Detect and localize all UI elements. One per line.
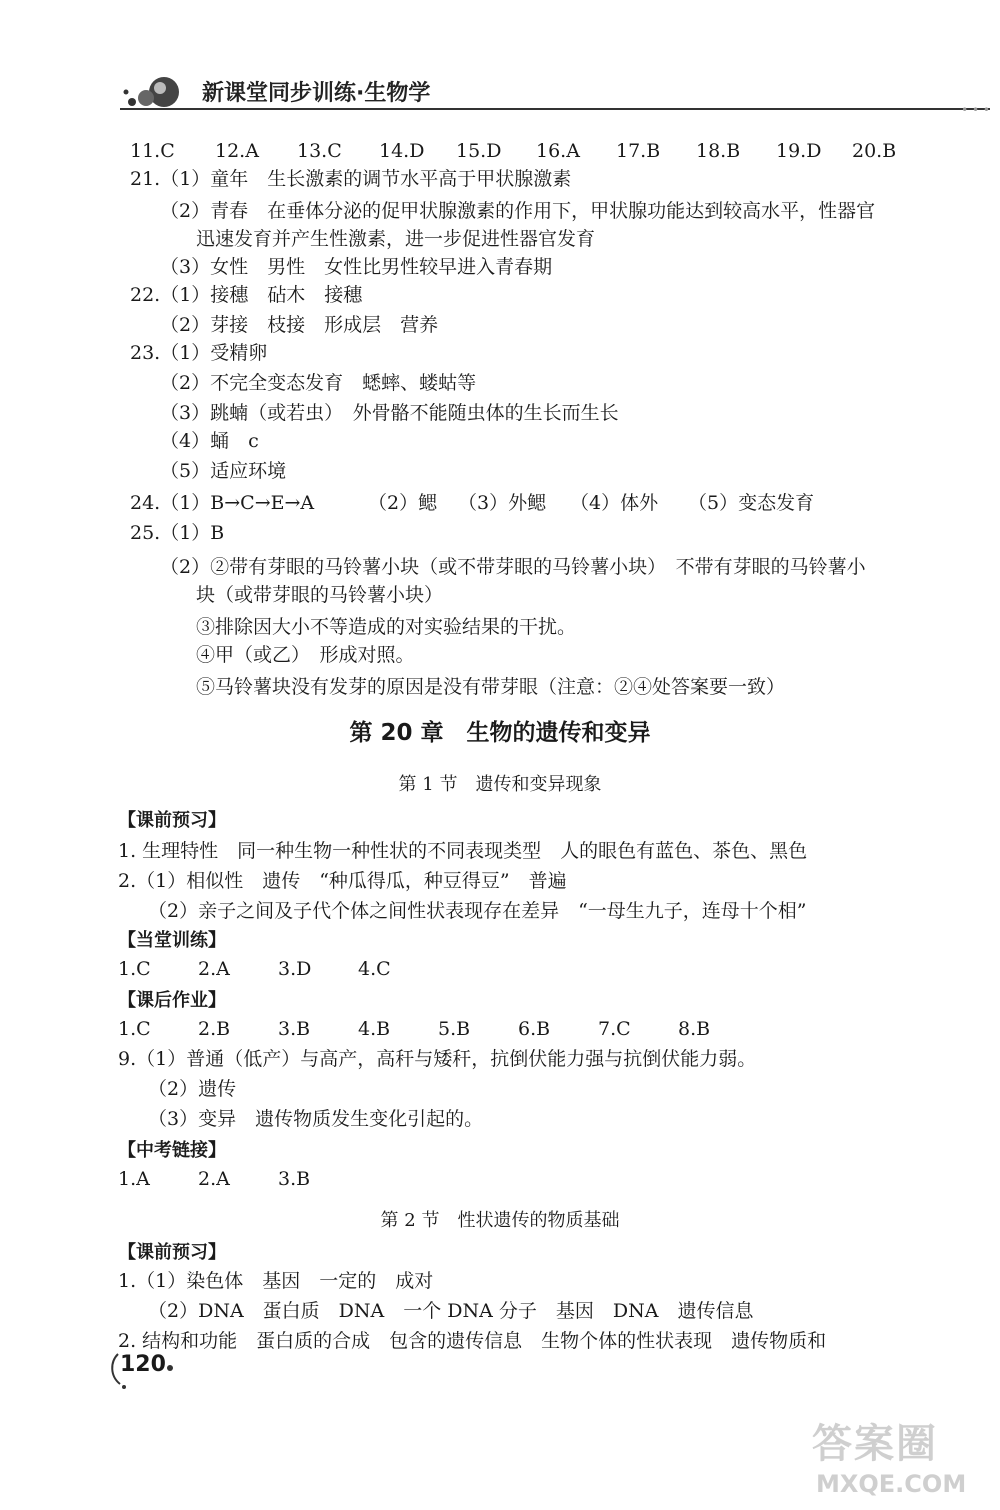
homework-answers-row: [118, 1016, 710, 1042]
q24-part: 24.（1）B→C→E→A: [130, 492, 315, 514]
answer: 3.B: [278, 1018, 311, 1040]
q25-5: ⑤马铃薯块没有发芽的原因是没有带芽眼（注意：②④处答案要一致）: [196, 676, 786, 698]
exam-answers-row: [118, 1166, 310, 1192]
s2-p3: 2. 结构和功能 蛋白质的合成 包含的遗传信息 生物个体的性状表现 遗传物质和: [118, 1330, 827, 1352]
answer: 20.B: [852, 140, 897, 162]
answer: 19.D: [776, 140, 822, 162]
class-answers-row: [118, 956, 391, 982]
mc-answers-row: [130, 138, 896, 164]
answer: 4.B: [358, 1018, 391, 1040]
book-logo-icon: [120, 72, 186, 112]
answer: 14.D: [379, 140, 425, 162]
s1-p1: 1. 生理特性 同一种生物一种性状的不同表现类型 人的眼色有蓝色、茶色、黑色: [118, 840, 808, 862]
answer: 7.C: [598, 1018, 631, 1040]
q24-part: （2）鳃: [368, 492, 438, 514]
q21-2: （2）青春 在垂体分泌的促甲状腺激素的作用下，甲状腺功能达到较高水平，性器官: [160, 200, 876, 222]
q25-2b: 块（或带芽眼的马铃薯小块）: [196, 584, 444, 606]
answer: 17.B: [616, 140, 661, 162]
q23-5: （5）适应环境: [160, 460, 287, 482]
answer: 5.B: [438, 1018, 471, 1040]
exam-link-tag: 【中考链接】: [118, 1140, 226, 1161]
answer: 3.B: [278, 1168, 311, 1190]
answer: 11.C: [130, 140, 175, 162]
s2-p1: 1.（1）染色体 基因 一定的 成对: [118, 1270, 434, 1292]
q21-3: （3）女性 男性 女性比男性较早进入青春期: [160, 256, 553, 278]
section-2-title: 第 2 节 性状遗传的物质基础: [380, 1210, 620, 1231]
q24-part: （4）体外: [570, 492, 659, 514]
page-header: [120, 72, 990, 117]
q25-1: 25.（1）B: [130, 522, 225, 544]
q24: [130, 490, 814, 516]
chapter-title: 第 20 章 生物的遗传和变异: [349, 720, 651, 746]
answer: 2.B: [198, 1018, 231, 1040]
q22-2: （2）芽接 枝接 形成层 营养: [160, 314, 439, 336]
answer: 18.B: [696, 140, 741, 162]
answer: 1.C: [118, 1018, 151, 1040]
q23-2: （2）不完全变态发育 蟋蟀、蝼蛄等: [160, 372, 477, 394]
header-rule: [120, 108, 990, 110]
q24-part: （3）外鳃: [458, 492, 547, 514]
q25-4: ④甲（或乙） 形成对照。: [196, 644, 415, 666]
s1-p2: 2.（1）相似性 遗传 “种瓜得瓜，种豆得豆” 普遍: [118, 870, 567, 892]
answer: 1.A: [118, 1168, 150, 1190]
preview-tag: 【课前预习】: [118, 810, 226, 831]
q21-2b: 迅速发育并产生性激素，进一步促进性器官发育: [196, 228, 596, 250]
q23-4: （4）蛹 c: [160, 430, 259, 452]
q24-part: （5）变态发育: [688, 492, 815, 514]
answer: 3.D: [278, 958, 312, 980]
hw9-1: 9.（1）普通（低产）与高产，高秆与矮秆，抗倒伏能力强与抗倒伏能力弱。: [118, 1048, 757, 1070]
class-training-tag: 【当堂训练】: [118, 930, 226, 951]
hw9-2: （2）遗传: [148, 1078, 237, 1100]
answer: 15.D: [456, 140, 502, 162]
answer: 6.B: [518, 1018, 551, 1040]
homework-tag: 【课后作业】: [118, 990, 226, 1011]
q25-3: ③排除因大小不等造成的对实验结果的干扰。: [196, 616, 577, 638]
watermark-logo: 答案圈: [812, 1421, 938, 1467]
page-number: [108, 1346, 178, 1390]
answer: 4.C: [358, 958, 391, 980]
q21-1: 21.（1）童年 生长激素的调节水平高于甲状腺激素: [130, 168, 572, 190]
q23-1: 23.（1）受精卵: [130, 342, 268, 364]
section-1-title: 第 1 节 遗传和变异现象: [398, 774, 602, 795]
answer: 16.A: [536, 140, 580, 162]
answer: 8.B: [678, 1018, 711, 1040]
page-number-text: 120: [120, 1352, 166, 1377]
q25-2: （2）②带有芽眼的马铃薯小块（或不带芽眼的马铃薯小块） 不带有芽眼的马铃薯小: [160, 556, 866, 578]
s2-p2: （2）DNA 蛋白质 DNA 一个 DNA 分子 基因 DNA 遗传信息: [148, 1300, 754, 1322]
q22-1: 22.（1）接穗 砧木 接穗: [130, 284, 363, 306]
answer: 13.C: [297, 140, 342, 162]
header-dots: • • •: [961, 103, 990, 117]
s1-p3: （2）亲子之间及子代个体之间性状表现存在差异 “一母生九子，连母十个相”: [148, 900, 807, 922]
q23-3: （3）跳蝻（或若虫） 外骨骼不能随虫体的生长而生长: [160, 402, 619, 424]
book-title: 新课堂同步训练·生物学: [202, 81, 431, 106]
answer: 12.A: [215, 140, 259, 162]
watermark: [812, 1410, 992, 1506]
answer: 2.A: [198, 958, 230, 980]
answer: 2.A: [198, 1168, 230, 1190]
hw9-3: （3）变异 遗传物质发生变化引起的。: [148, 1108, 484, 1130]
answer: 1.C: [118, 958, 151, 980]
preview-tag-2: 【课前预习】: [118, 1242, 226, 1263]
watermark-url: MXQE.COM: [816, 1470, 967, 1498]
